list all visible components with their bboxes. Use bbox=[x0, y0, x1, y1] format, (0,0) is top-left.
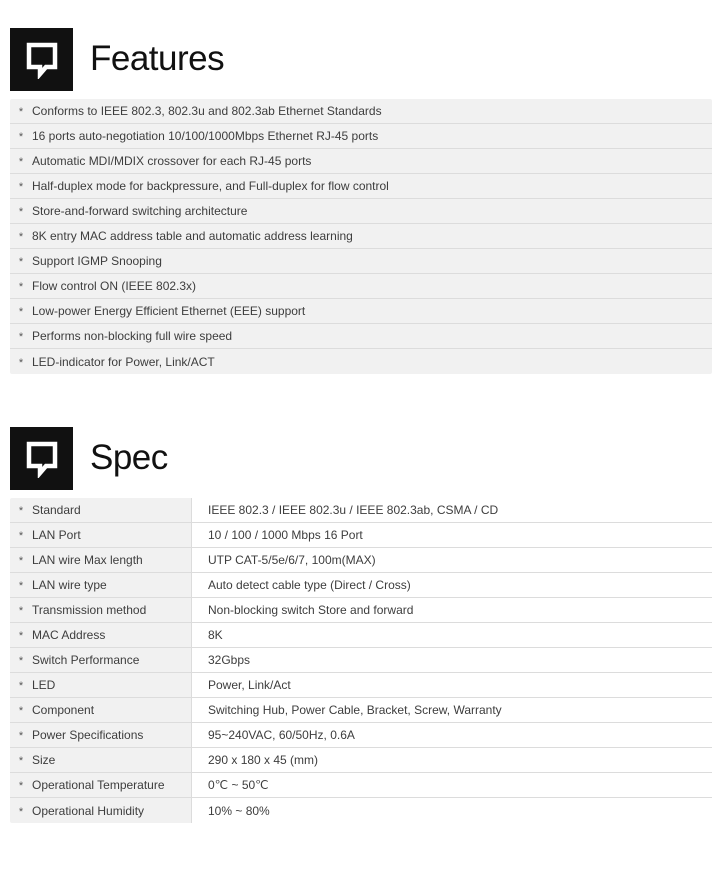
bullet-icon: * bbox=[18, 555, 24, 567]
bullet-icon: * bbox=[18, 156, 24, 168]
spec-label: LAN Port bbox=[32, 528, 81, 542]
spec-label: Transmission method bbox=[32, 603, 147, 617]
feature-item bbox=[10, 299, 712, 324]
bullet-icon: * bbox=[18, 705, 24, 717]
spec-label: LAN wire type bbox=[32, 578, 107, 592]
spec-row bbox=[10, 548, 712, 573]
bullet-icon: * bbox=[18, 755, 24, 767]
feature-text: Conforms to IEEE 802.3, 802.3u and 802.3ab Ethernet Standards bbox=[32, 104, 382, 118]
spec-row bbox=[10, 648, 712, 673]
bullet-icon: * bbox=[18, 780, 24, 792]
spec-label: Operational Humidity bbox=[32, 803, 145, 818]
bullet-icon: * bbox=[18, 356, 24, 369]
feature-item bbox=[10, 174, 712, 199]
feature-text: Low-power Energy Efficient Ethernet (EEE) support bbox=[32, 304, 306, 318]
spec-label: LAN wire Max length bbox=[32, 553, 143, 567]
spec-value: 95~240VAC, 60/50Hz, 0.6A bbox=[191, 723, 712, 747]
bullet-icon: * bbox=[18, 805, 24, 818]
spec-row bbox=[10, 698, 712, 723]
feature-item bbox=[10, 99, 712, 124]
spec-value: 10% ~ 80% bbox=[191, 798, 712, 823]
feature-item bbox=[10, 224, 712, 249]
feature-item bbox=[10, 349, 712, 374]
spec-label: Power Specifications bbox=[32, 728, 144, 742]
feature-item bbox=[10, 149, 712, 174]
feature-text: Half-duplex mode for backpressure, and Full-duplex for flow control bbox=[32, 179, 389, 193]
feature-text: Flow control ON (IEEE 802.3x) bbox=[32, 279, 197, 293]
spec-value: 0℃ ~ 50℃ bbox=[191, 773, 712, 797]
feature-text: 8K entry MAC address table and automatic address learning bbox=[32, 229, 353, 243]
feature-text: Automatic MDI/MDIX crossover for each RJ-45 ports bbox=[32, 154, 312, 168]
spec-value: IEEE 802.3 / IEEE 802.3u / IEEE 802.3ab, CSMA / CD bbox=[191, 498, 712, 522]
feature-text: Support IGMP Snooping bbox=[32, 254, 162, 268]
feature-item bbox=[10, 199, 712, 224]
bullet-icon: * bbox=[18, 106, 24, 118]
features-list bbox=[10, 99, 712, 374]
spec-row bbox=[10, 523, 712, 548]
bullet-icon: * bbox=[18, 730, 24, 742]
spec-table bbox=[10, 498, 712, 823]
spec-row bbox=[10, 598, 712, 623]
bullet-icon: * bbox=[18, 580, 24, 592]
spec-value: Power, Link/Act bbox=[191, 673, 712, 697]
spec-value: 10 / 100 / 1000 Mbps 16 Port bbox=[191, 523, 712, 547]
feature-text: LED-indicator for Power, Link/ACT bbox=[32, 354, 215, 369]
bullet-icon: * bbox=[18, 630, 24, 642]
spec-value: 290 x 180 x 45 (mm) bbox=[191, 748, 712, 772]
bullet-icon: * bbox=[18, 181, 24, 193]
bullet-icon: * bbox=[18, 505, 24, 517]
feature-text: Performs non-blocking full wire speed bbox=[32, 329, 233, 343]
feature-item bbox=[10, 124, 712, 149]
spec-row bbox=[10, 498, 712, 523]
spec-row bbox=[10, 673, 712, 698]
spec-row bbox=[10, 798, 712, 823]
spec-title: Spec bbox=[90, 438, 168, 477]
features-title: Features bbox=[90, 39, 225, 78]
bullet-icon: * bbox=[18, 306, 24, 318]
spec-label: MAC Address bbox=[32, 628, 106, 642]
spec-value: 8K bbox=[191, 623, 712, 647]
bullet-icon: * bbox=[18, 655, 24, 667]
spec-row bbox=[10, 573, 712, 598]
spec-label: Component bbox=[32, 703, 95, 717]
spec-value: Switching Hub, Power Cable, Bracket, Screw, Warranty bbox=[191, 698, 712, 722]
spec-row bbox=[10, 748, 712, 773]
bullet-icon: * bbox=[18, 206, 24, 218]
bullet-icon: * bbox=[18, 331, 24, 343]
feature-text: 16 ports auto-negotiation 10/100/1000Mbps Ethernet RJ-45 ports bbox=[32, 129, 379, 143]
spec-row bbox=[10, 773, 712, 798]
speech-bubble-icon bbox=[10, 28, 73, 91]
bullet-icon: * bbox=[18, 131, 24, 143]
spec-value: UTP CAT-5/5e/6/7, 100m(MAX) bbox=[191, 548, 712, 572]
spec-label: Switch Performance bbox=[32, 653, 140, 667]
speech-bubble-icon bbox=[10, 427, 73, 490]
spec-row bbox=[10, 623, 712, 648]
spec-value: Auto detect cable type (Direct / Cross) bbox=[191, 573, 712, 597]
bullet-icon: * bbox=[18, 530, 24, 542]
spec-row bbox=[10, 723, 712, 748]
spec-label: Operational Temperature bbox=[32, 778, 165, 792]
feature-item bbox=[10, 274, 712, 299]
bullet-icon: * bbox=[18, 281, 24, 293]
spec-value: Non-blocking switch Store and forward bbox=[191, 598, 712, 622]
spec-label: LED bbox=[32, 678, 56, 692]
spec-value: 32Gbps bbox=[191, 648, 712, 672]
spec-label: Standard bbox=[32, 503, 81, 517]
feature-item bbox=[10, 249, 712, 274]
spec-header bbox=[10, 426, 168, 490]
feature-item bbox=[10, 324, 712, 349]
bullet-icon: * bbox=[18, 231, 24, 243]
bullet-icon: * bbox=[18, 680, 24, 692]
bullet-icon: * bbox=[18, 256, 24, 268]
feature-text: Store-and-forward switching architecture bbox=[32, 204, 248, 218]
bullet-icon: * bbox=[18, 605, 24, 617]
features-header bbox=[10, 27, 224, 91]
spec-label: Size bbox=[32, 753, 56, 767]
